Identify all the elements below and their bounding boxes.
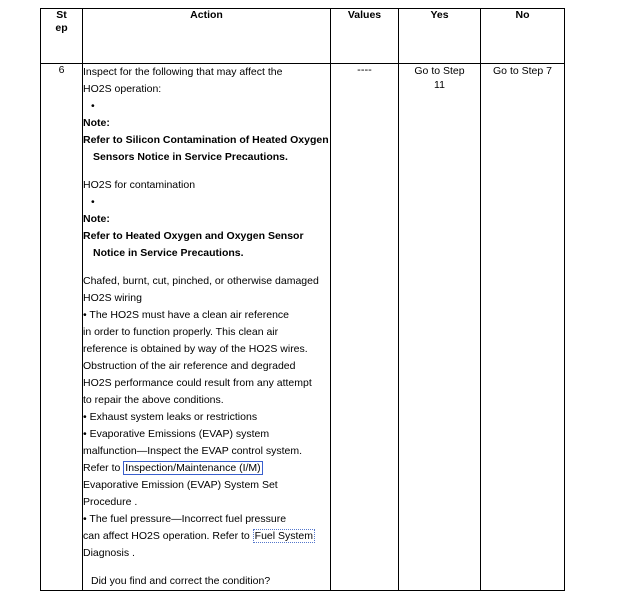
diagnostic-step-table: [40, 8, 565, 591]
cell-action: [83, 64, 331, 591]
action-bullet-1: •: [91, 100, 95, 112]
action-line-24: Evaporative Emission (EVAP) System Set: [83, 479, 278, 491]
link-inspection-maintenance[interactable]: Inspection/Maintenance (I/M): [125, 462, 261, 474]
action-line-16: reference is obtained by way of the HO2S wires.: [83, 343, 308, 355]
action-line-27: [83, 528, 330, 545]
action-line-15: in order to function properly. This clean air: [83, 326, 279, 338]
spacer-3: [83, 562, 330, 573]
action-line-2: HO2S operation:: [83, 83, 162, 95]
action-bullet-2: •: [91, 196, 95, 208]
action-line-23-text: Refer to: [83, 462, 124, 474]
cell-step-number: 6: [41, 64, 83, 591]
column-header-action: Action: [83, 9, 331, 64]
cell-values: ----: [331, 64, 399, 591]
column-header-yes: Yes: [399, 9, 481, 64]
action-line-28: Diagnosis .: [83, 547, 135, 559]
action-line-17: Obstruction of the air reference and degraded: [83, 360, 296, 372]
action-line-23: [83, 460, 330, 477]
action-question: Did you find and correct the condition?: [91, 575, 271, 587]
action-line-22: malfunction—Inspect the EVAP control system.: [83, 445, 303, 457]
column-header-step-line2: ep: [55, 22, 68, 35]
column-header-no: No: [481, 9, 565, 64]
action-bullet-exhaust: • Exhaust system leaks or restrictions: [83, 411, 258, 423]
yes-answer: [399, 64, 480, 92]
action-note-1-line2: Sensors Notice in Service Precautions.: [93, 151, 288, 163]
yes-answer-line1: Go to Step: [414, 65, 465, 77]
action-note-label-2: Note:: [83, 213, 110, 225]
action-line-19: to repair the above conditions.: [83, 394, 224, 406]
table-header-row: [41, 9, 565, 64]
cell-no: Go to Step 7: [481, 64, 565, 591]
action-note-2-line2: Notice in Service Precautions.: [93, 247, 244, 259]
action-bullet-evap: • Evaporative Emissions (EVAP) system: [83, 428, 270, 440]
column-header-step: [41, 9, 83, 64]
cell-yes: [399, 64, 481, 591]
action-note-1-line1: Refer to Silicon Contamination of Heated Oxygen: [83, 134, 329, 146]
table-row: [41, 64, 565, 591]
column-header-step-line1: St: [56, 9, 67, 21]
action-line-27-text: can affect HO2S operation. Refer to: [83, 530, 253, 542]
action-line-18: HO2S performance could result from any attempt: [83, 377, 312, 389]
action-note-label-1: Note:: [83, 117, 110, 129]
action-note-2-line1: Refer to Heated Oxygen and Oxygen Sensor: [83, 230, 304, 242]
spacer-2: [83, 262, 330, 273]
action-bullet-air-reference: • The HO2S must have a clean air reference: [83, 309, 290, 321]
link-fuel-system[interactable]: Fuel System: [254, 530, 314, 542]
yes-answer-line2: 11: [434, 79, 445, 92]
action-line-1: Inspect for the following that may affect the: [83, 66, 283, 78]
table-header: [41, 9, 565, 64]
column-header-values: Values: [331, 9, 399, 64]
action-line-contamination: HO2S for contamination: [83, 179, 196, 191]
action-bullet-fuel-pressure: • The fuel pressure—Incorrect fuel pressure: [83, 513, 287, 525]
table-body: [41, 64, 565, 591]
action-line-chafed: Chafed, burnt, cut, pinched, or otherwise damaged: [83, 275, 319, 287]
action-line-25: Procedure .: [83, 496, 138, 508]
spacer-1: [83, 166, 330, 177]
action-line-wiring: HO2S wiring: [83, 292, 142, 304]
